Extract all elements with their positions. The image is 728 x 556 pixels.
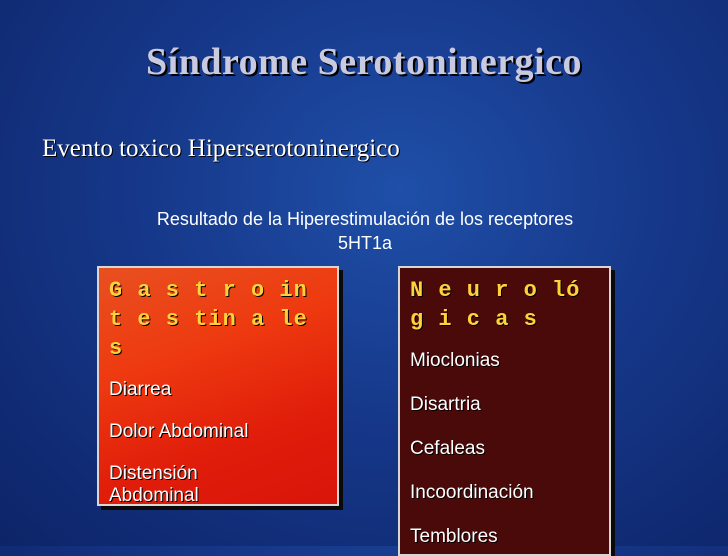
- list-item: Incoordinación: [410, 482, 534, 503]
- slide-title: Síndrome Serotoninergico: [146, 41, 582, 83]
- slide-subtitle: Evento toxico Hiperserotoninergico: [42, 135, 400, 162]
- list-item: Diarrea: [109, 379, 172, 400]
- list-item: Distensión Abdominal: [109, 463, 199, 506]
- neurological-panel: [398, 266, 611, 556]
- gastrointestinal-heading: G a s t r o in t e s tin a le s: [109, 278, 308, 361]
- list-item: Dolor Abdominal: [109, 421, 249, 442]
- receptor-note-line-1: Resultado de la Hiperestimulación de los receptores: [156, 209, 574, 229]
- neurological-heading: N e u r o ló g i c a s: [410, 278, 581, 332]
- list-item: Disartria: [410, 394, 481, 415]
- list-item: Mioclonias: [410, 350, 500, 371]
- gastrointestinal-panel: [97, 266, 339, 506]
- list-item: Temblores: [410, 526, 498, 547]
- receptor-note-line-2: 5HT1a: [337, 233, 393, 253]
- receptor-note: [70, 207, 660, 255]
- list-item: Cefaleas: [410, 438, 485, 459]
